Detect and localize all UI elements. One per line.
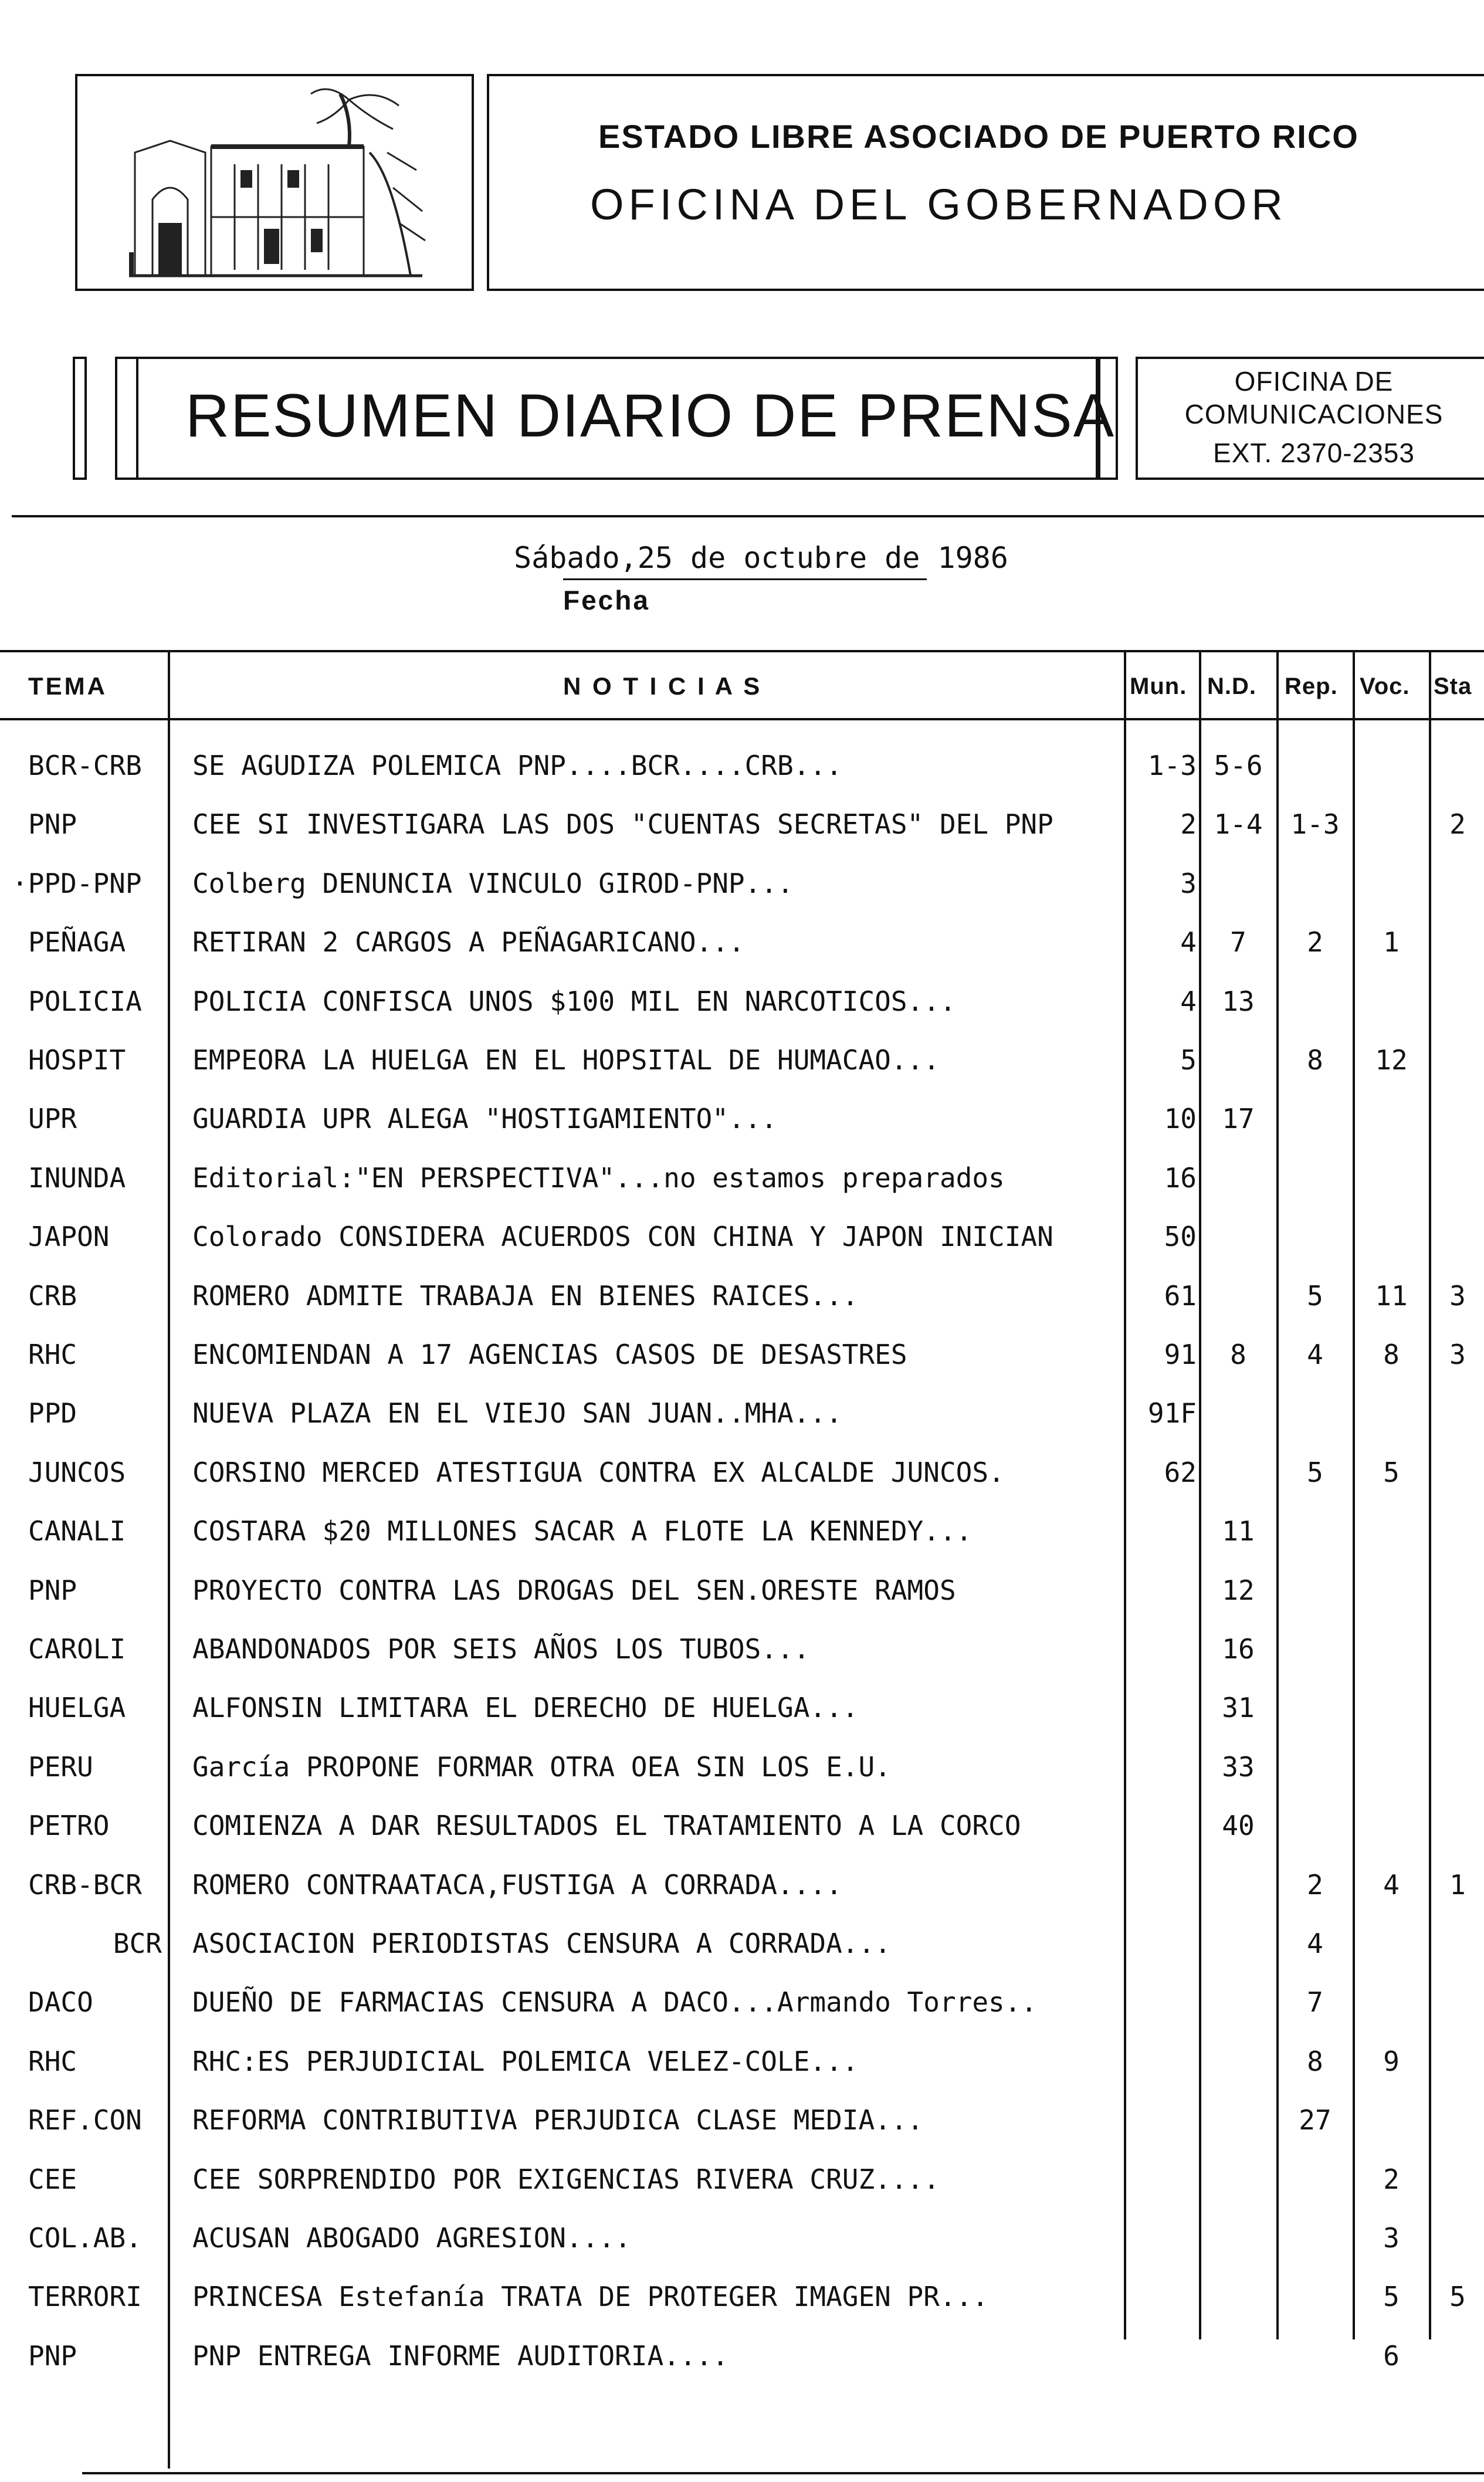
row-headline: ALFONSIN LIMITARA EL DERECHO DE HUELGA... [192,1692,859,1723]
table-row [0,1088,1484,1146]
row-headline: GUARDIA UPR ALEGA "HOSTIGAMIENTO"... [192,1103,777,1135]
row-headline: POLICIA CONFISCA UNOS $100 MIL EN NARCOTICOS... [192,986,956,1017]
row-tema: HOSPIT [28,1044,126,1076]
row-nd-page: 7 [1230,926,1246,958]
row-headline: PNP ENTREGA INFORME AUDITORIA.... [192,2340,729,2372]
table-row [0,1265,1484,1323]
row-headline: CORSINO MERCED ATESTIGUA CONTRA EX ALCALDE JUNCOS. [192,1457,1005,1488]
table-header-rule [0,718,1484,720]
table-row [0,2089,1484,2148]
row-tema: CAROLI [28,1633,126,1665]
row-tema: REF.CON [28,2104,142,2136]
table-row [0,2325,1484,2383]
page-title: RESUMEN DIARIO DE PRENSA [185,382,1116,450]
row-headline: García PROPONE FORMAR OTRA OEA SIN LOS E.U. [192,1751,891,1783]
row-tema: CANALI [28,1515,126,1547]
row-nd-page: 17 [1222,1103,1255,1135]
row-headline: EMPEORA LA HUELGA EN EL HOPSITAL DE HUMACAO... [192,1044,940,1076]
row-headline: ROMERO CONTRAATACA,FUSTIGA A CORRADA.... [192,1869,842,1901]
row-rep-page: 1-3 [1290,808,1340,840]
row-headline: RETIRAN 2 CARGOS A PEÑAGARICANO... [192,926,745,958]
banner-left-bar-1 [73,357,87,480]
row-headline: DUEÑO DE FARMACIAS CENSURA A DACO...Armando Torres.. [192,1986,1038,2018]
row-tema: CRB [28,1280,77,1312]
table-row [0,2148,1484,2207]
row-tema: CRB-BCR [28,1869,142,1901]
row-tema: COL.AB. [28,2222,142,2254]
table-top-rule [0,650,1484,652]
row-rep-page: 8 [1307,1044,1323,1076]
row-headline: COMIENZA A DAR RESULTADOS EL TRATAMIENTO A LA CORCO [192,1810,1021,1841]
header-rep: Rep. [1285,673,1338,699]
table-row [0,2030,1484,2089]
row-headline: CEE SORPRENDIDO POR EXIGENCIAS RIVERA CRUZ.... [192,2163,940,2195]
table-row [0,793,1484,852]
row-tema: PPD [28,1397,77,1429]
row-headline: RHC:ES PERJUDICIAL POLEMICA VELEZ-COLE... [192,2046,859,2077]
row-tema: HUELGA [28,1692,126,1723]
table-row [0,1500,1484,1559]
table-row [0,1323,1484,1382]
row-headline: Colorado CONSIDERA ACUERDOS CON CHINA Y JAPON INICIAN [192,1221,1053,1252]
date-underline [563,578,927,580]
row-tema: JAPON [28,1221,110,1252]
table-row [0,852,1484,911]
table-row [0,1559,1484,1618]
row-tema: BCR-CRB [28,750,142,781]
table-row [0,2266,1484,2324]
row-headline: CEE SI INVESTIGARA LAS DOS "CUENTAS SECRETAS" DEL PNP [192,808,1053,840]
state-name: ESTADO LIBRE ASOCIADO DE PUERTO RICO [598,118,1359,155]
table-row [0,734,1484,793]
communications-office [1150,365,1478,469]
header-star: Sta [1434,673,1472,699]
office-name: OFICINA DEL GOBERNADOR [590,180,1288,229]
row-rep-page: 7 [1307,1986,1323,2018]
row-nd-page: 12 [1222,1574,1255,1606]
row-nd-page: 33 [1222,1751,1255,1783]
row-headline: PROYECTO CONTRA LAS DROGAS DEL SEN.ORESTE RAMOS [192,1574,956,1606]
row-headline: ABANDONADOS POR SEIS AÑOS LOS TUBOS... [192,1633,810,1665]
row-headline: ENCOMIENDAN A 17 AGENCIAS CASOS DE DESASTRES [192,1339,907,1370]
row-voc-page: 5 [1383,2281,1400,2312]
row-mun-page: 1-3 [1147,750,1197,781]
row-tema: ·PPD-PNP [12,868,142,899]
row-rep-page: 4 [1307,1339,1323,1370]
table-row [0,1794,1484,1853]
row-rep-page: 2 [1307,1869,1323,1901]
row-tema: PEÑAGA [28,926,126,958]
date-label: Fecha [563,585,650,615]
office-line-1: OFICINA DE [1234,366,1394,397]
row-star-page: 5 [1449,2281,1466,2312]
row-tema: UPR [28,1103,77,1135]
row-headline: PRINCESA Estefanía TRATA DE PROTEGER IMAGEN PR... [192,2281,989,2312]
header-noticias: N O T I C I A S [563,672,763,700]
report-date: Sábado,25 de octubre de 1986 [514,541,1008,575]
row-headline: ACUSAN ABOGADO AGRESION.... [192,2222,631,2254]
row-voc-page: 4 [1383,1869,1400,1901]
row-voc-page: 1 [1383,926,1400,958]
row-headline: REFORMA CONTRIBUTIVA PERJUDICA CLASE MEDIA... [192,2104,924,2136]
row-nd-page: 8 [1230,1339,1246,1370]
table-row [0,1441,1484,1500]
header-mun: Mun. [1130,673,1187,699]
row-mun-page: 16 [1164,1162,1197,1194]
row-star-page: 1 [1449,1869,1466,1901]
row-mun-page: 91F [1147,1397,1197,1429]
row-mun-page: 4 [1180,986,1197,1017]
row-tema: POLICIA [28,986,142,1017]
row-tema: CEE [28,2163,77,2195]
table-row [0,1854,1484,1912]
row-voc-page: 11 [1375,1280,1408,1312]
row-nd-page: 40 [1222,1810,1255,1841]
table-row [0,1677,1484,1735]
table-row [0,970,1484,1029]
table-row [0,1912,1484,1971]
table-row [0,1736,1484,1794]
row-rep-page: 8 [1307,2046,1323,2077]
governor-mansion-logo [117,82,434,282]
row-tema: RHC [28,1339,77,1370]
row-rep-page: 5 [1307,1457,1323,1488]
row-tema: PNP [28,808,77,840]
table-row [0,1382,1484,1441]
row-mun-page: 62 [1164,1457,1197,1488]
table-row [0,911,1484,970]
row-tema: PETRO [28,1810,110,1841]
row-rep-page: 27 [1299,2104,1331,2136]
table-bottom-rule [82,2472,1484,2474]
table-row [0,1147,1484,1206]
row-nd-page: 13 [1222,986,1255,1017]
row-tema: DACO [28,1986,93,2018]
row-nd-page: 16 [1222,1633,1255,1665]
row-nd-page: 11 [1222,1515,1255,1547]
row-tema: INUNDA [28,1162,126,1194]
row-nd-page: 1-4 [1214,808,1263,840]
row-rep-page: 4 [1307,1928,1323,1959]
row-mun-page: 4 [1180,926,1197,958]
top-rule [12,515,1484,517]
table-row [0,1618,1484,1677]
row-mun-page: 50 [1164,1221,1197,1252]
office-extension: EXT. 2370-2353 [1213,438,1415,468]
row-voc-page: 5 [1383,1457,1400,1488]
row-voc-page: 8 [1383,1339,1400,1370]
row-tema: BCR [113,1928,162,1959]
row-tema: PNP [28,1574,77,1606]
header-tema: TEMA [28,672,107,700]
row-mun-page: 91 [1164,1339,1197,1370]
row-tema: PERU [28,1751,93,1783]
row-nd-page: 5-6 [1214,750,1263,781]
row-headline: Colberg DENUNCIA VINCULO GIROD-PNP... [192,868,794,899]
row-headline: NUEVA PLAZA EN EL VIEJO SAN JUAN..MHA... [192,1397,842,1429]
row-headline: Editorial:"EN PERSPECTIVA"...no estamos preparados [192,1162,1005,1194]
row-headline: SE AGUDIZA POLEMICA PNP....BCR....CRB... [192,750,842,781]
row-nd-page: 31 [1222,1692,1255,1723]
table-row [0,2207,1484,2266]
banner-left-bar-2 [115,357,138,480]
row-rep-page: 2 [1307,926,1323,958]
office-line-2: COMUNICACIONES [1184,399,1444,429]
header-nd: N.D. [1207,673,1256,699]
row-tema: PNP [28,2340,77,2372]
row-mun-page: 61 [1164,1280,1197,1312]
table-row [0,1029,1484,1088]
row-voc-page: 3 [1383,2222,1400,2254]
row-voc-page: 2 [1383,2163,1400,2195]
row-star-page: 3 [1449,1339,1466,1370]
row-headline: ASOCIACION PERIODISTAS CENSURA A CORRADA... [192,1928,891,1959]
row-voc-page: 9 [1383,2046,1400,2077]
row-tema: RHC [28,2046,77,2077]
table-row [0,1971,1484,2030]
row-mun-page: 10 [1164,1103,1197,1135]
row-voc-page: 6 [1383,2340,1400,2372]
row-headline: ROMERO ADMITE TRABAJA EN BIENES RAICES... [192,1280,859,1312]
row-mun-page: 2 [1180,808,1197,840]
row-tema: TERRORI [28,2281,142,2312]
row-star-page: 3 [1449,1280,1466,1312]
header-voc: Voc. [1360,673,1410,699]
table-row [0,1206,1484,1264]
row-mun-page: 5 [1180,1044,1197,1076]
row-voc-page: 12 [1375,1044,1408,1076]
row-headline: COSTARA $20 MILLONES SACAR A FLOTE LA KENNEDY... [192,1515,973,1547]
row-tema: JUNCOS [28,1457,126,1488]
row-rep-page: 5 [1307,1280,1323,1312]
row-mun-page: 3 [1180,868,1197,899]
banner-right-bar [1098,357,1118,480]
row-star-page: 2 [1449,808,1466,840]
